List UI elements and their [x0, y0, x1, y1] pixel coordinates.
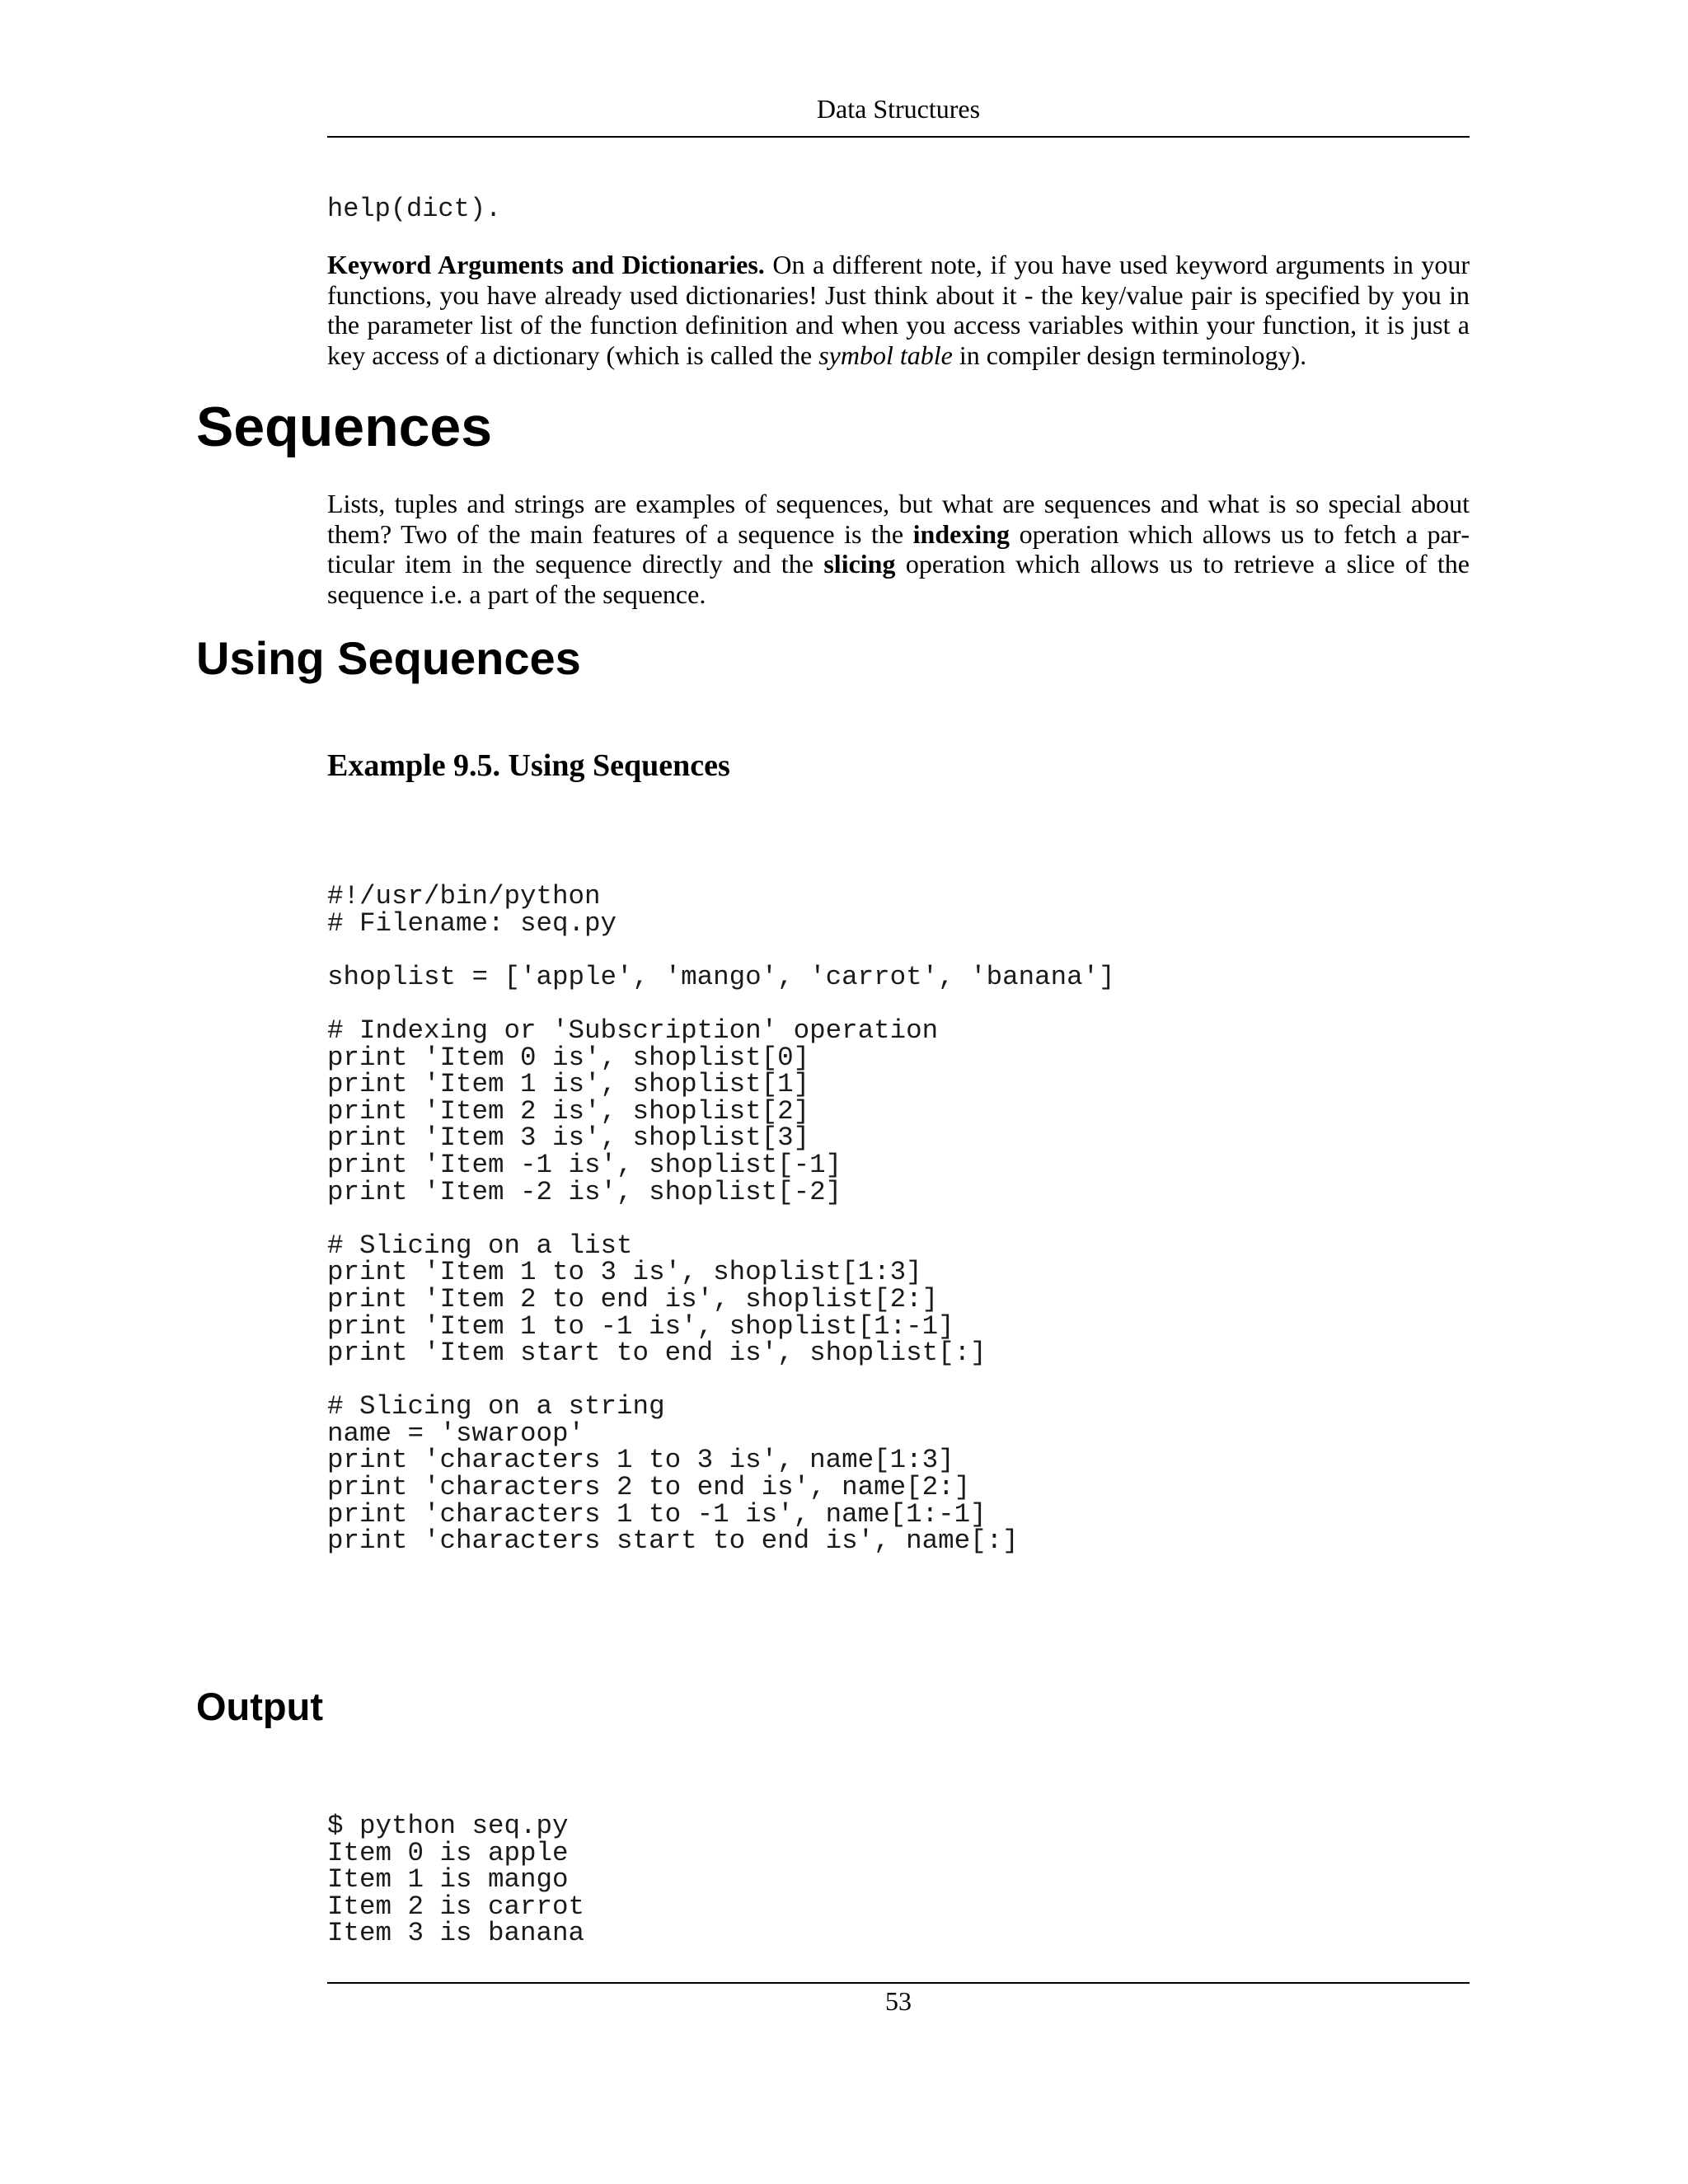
- example-title: Example 9.5. Using Sequences: [327, 748, 730, 783]
- sequences-text-1: Lists, tuples and strings are examples of sequences, but what are sequences and what is so special about them? Two of the main features of a sequence is the: [327, 489, 1470, 549]
- slicing-term: slicing: [823, 549, 896, 579]
- using-sequences-heading: Using Sequences: [196, 632, 581, 684]
- output-listing: $ python seq.py Item 0 is apple Item 1 is mango Item 2 is carrot Item 3 is banana: [327, 1811, 585, 1949]
- keyword-arguments-lead: Keyword Arguments and Dictionaries.: [327, 250, 765, 279]
- footer-rule: [327, 1982, 1470, 1984]
- sequences-text-3: operation which allows us to retrieve a slice of the sequence i.e. a part of the sequence.: [327, 549, 1470, 609]
- running-header: Data Structures: [816, 94, 981, 124]
- sequences-paragraph: [327, 489, 1470, 609]
- keyword-arguments-paragraph: [327, 250, 1470, 370]
- keyword-text-1: On a different note, if you have used keyword arguments in your functions, you have already used dictionaries! Just think about it - the key/value pair is specified by you in the parameter list of the function definition and when you access variables within your function, it is just a key access of a dictionary (which is called the: [327, 250, 1470, 370]
- help-dict-code: help(dict).: [327, 194, 502, 224]
- seq-code-listing: #!/usr/bin/python # Filename: seq.py shoplist = ['apple', 'mango', 'carrot', 'banana'] # Indexing or 'Subscription' operation print 'Item 0 is', shoplist[0] print 'Item 1 is', shoplist[1] print 'Item 2 is', shoplist[2] print 'Item 3 is', shoplist[3] print 'Item -1 is', shoplist[-1] print 'Item -2 is', shoplist[-2] # Slicing on a list print 'Item 1 to 3 is', shoplist[1:3] print 'Item 2 to end is', shoplist[2:] print 'Item 1 to -1 is', shoplist[1:-1] print 'Item start to end is', shoplist[:] # Slicing on a string name = 'swaroop' print 'characters 1 to 3 is', name[1:3] print 'characters 2 to end is', name[2:] print 'characters 1 to -1 is', name[1:-1] print 'characters start to end is', name[:]: [327, 881, 1115, 1557]
- sequences-heading: Sequences: [196, 396, 493, 458]
- output-heading: Output: [196, 1685, 323, 1728]
- keyword-text-2: in compiler design terminology).: [952, 340, 1307, 370]
- symbol-table-term: symbol table: [818, 340, 953, 370]
- indexing-term: indexing: [912, 518, 1010, 549]
- header-rule: [327, 136, 1470, 138]
- sequences-text-2: operation which allows us to fetch a particular item in the sequence directly and the: [327, 518, 1470, 579]
- page-number: 53: [885, 1986, 912, 2016]
